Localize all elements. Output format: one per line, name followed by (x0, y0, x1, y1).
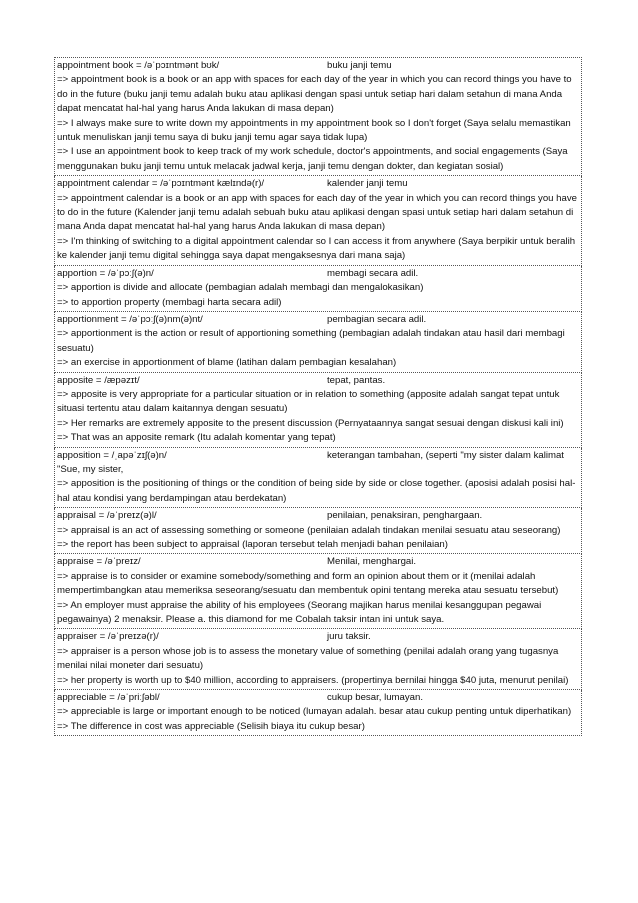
entry-translation: keterangan tambahan, (seperti "my sister dalam kalimat (327, 449, 564, 461)
entry-header (57, 555, 579, 569)
entry-term: apposition = /ˌapəˈzɪʃ(ə)n/ (57, 449, 167, 461)
entry-translation: membagi secara adil. (327, 267, 419, 279)
entry-term: appraise = /əˈpreɪz/ (57, 556, 141, 568)
entry-body (57, 570, 579, 628)
vocabulary-entry (54, 690, 582, 736)
entry-translation: kalender janji temu (327, 178, 408, 190)
entry-line: => the report has been subject to appraisal (laporan tersebut telah menjadi bahan penilaian) (57, 539, 448, 550)
vocabulary-entry (54, 448, 582, 509)
vocabulary-entry (54, 312, 582, 373)
vocabulary-list (54, 57, 582, 736)
entry-line: => her property is worth up to $40 million, according to appraisers. (propertinya bernilai hingga $40 juta, menurut penilai) (57, 674, 569, 686)
entry-line: => I use an appointment book to keep track of my work schedule, doctor's appointments, and social engagements (Saya menggunakan buku janji temu untuk melacak jadwal kerja, janji temu dengan dokter, dan kegiatan sosial) (57, 146, 568, 172)
entry-term: appreciable = /əˈpriːʃəbl/ (57, 692, 160, 704)
entry-line: => appointment book is a book or an app with spaces for each day of the year in which you can record things you have to do in the future (buku janji temu adalah buku atau aplikasi dengan spasi untuk setiap hari dalam setahun di mana Anda dapat mencatat hal-hal yang harus Anda lakukan di masa depan) (57, 74, 572, 115)
vocabulary-entry (54, 176, 582, 265)
entry-body (57, 524, 579, 553)
entry-line: => appraisal is an act of assessing something or someone (penilaian adalah tindakan menilai sesuatu atau seseorang) (57, 524, 561, 536)
entry-term: apposite = /æpəzɪt/ (57, 374, 140, 386)
entry-line: => apposite is very appropriate for a particular situation or in relation to something (apposite adalah sangat tepat untuk situasi tertentu atau dalam kaitannya dengan sesuatu) (57, 388, 560, 415)
entry-line: => appraise is to consider or examine somebody/something and form an opinion about them or it (menilai adalah mempertimbangkan atau memeriksa seseorang/sesuatu dan membentuk opini tentang mereka atau sesuatu tersebut) (57, 570, 559, 597)
entry-line: => appraiser is a person whose job is to assess the monetary value of something (penilai adalah orang yang tugasnya menilai nilai moneter dari sesuatu) (57, 645, 559, 672)
entry-line: => I always make sure to write down my appointments in my appointment book so I don't forget (Saya selalu memastikan untuk menuliskan janji temu saya di buku janji temu agar saya tidak lupa) (57, 117, 571, 144)
entry-body (57, 645, 579, 688)
entry-line: => I'm thinking of switching to a digital appointment calendar so I can access it from anywhere (Saya berpikir untuk beralih ke kalender janji temu digital sehingga saya dapat mengaksesnya dari mana saja) (57, 235, 576, 262)
entry-body (57, 463, 579, 506)
entry-line: => An employer must appraise the ability of his employees (Seorang majikan harus menilai kesanggupan pegawai pegawainya) 2 menaksir. Please a. this diamond for me Cobalah taksir intan ini untuk saya. (57, 599, 542, 626)
vocabulary-entry (54, 373, 582, 448)
entry-translation: juru taksir. (327, 631, 371, 643)
entry-translation: cukup besar, lumayan. (327, 692, 423, 704)
entry-translation: penilaian, penaksiran, penghargaan. (327, 510, 483, 522)
entry-translation: Menilai, menghargai. (327, 556, 417, 568)
entry-term: appraisal = /əˈpreɪz(ə)l/ (57, 510, 157, 522)
entry-line: "Sue, my sister, (57, 463, 124, 475)
entry-body (57, 281, 579, 310)
entry-line: => apportionment is the action or result of apportioning something (pembagian adalah tindakan atau hasil dari membagi sesuatu) (57, 328, 565, 354)
vocabulary-entry (54, 508, 582, 554)
vocabulary-entry (54, 554, 582, 629)
entry-translation: tepat, pantas. (327, 374, 386, 386)
entry-header (57, 313, 579, 327)
entry-term: appointment book = /əˈpɔɪntmənt bʊk/ (57, 60, 220, 71)
entry-term: apportionment = /əˈpɔːʃ(ə)nm(ə)nt/ (57, 313, 203, 325)
entry-line: => to apportion property (membagi harta secara adil) (57, 296, 282, 308)
entry-line: => appreciable is large or important enough to be noticed (lumayan adalah. besar atau cukup penting untuk diperhatikan) (57, 706, 572, 718)
entry-header (57, 267, 579, 281)
entry-line: => apportion is divide and allocate (pembagian adalah membagi dan mengalokasikan) (57, 282, 424, 294)
vocabulary-entry (54, 57, 582, 176)
entry-translation: buku janji temu (327, 60, 392, 71)
vocabulary-entry (54, 266, 582, 312)
entry-header (57, 374, 579, 388)
entry-body (57, 388, 579, 446)
entry-header (57, 630, 579, 644)
entry-term: appointment calendar = /əˈpɔɪntmənt kælɪndə(r)/ (57, 178, 265, 190)
entry-term: apportion = /əˈpɔːʃ(ə)n/ (57, 267, 154, 279)
entry-line: => appointment calendar is a book or an app with spaces for each day of the year in which you can record things you have to do in the future (Kalender janji temu adalah sebuah buku atau aplikasi dengan spasi untuk setiap hari dalam setahun di mana Anda dapat mencatat hal-hal yang harus Anda lakukan di masa depan) (57, 192, 577, 233)
entry-line: => apposition is the positioning of things or the condition of being side by side or close together. (aposisi adalah posisi hal-hal atau kondisi yang berdampingan atau berdekatan) (57, 478, 576, 504)
entry-line: => Her remarks are extremely apposite to the present discussion (Pernyataannya sangat sesuai dengan diskusi kali ini) (57, 417, 564, 429)
entry-body (57, 327, 579, 370)
entry-term: appraiser = /əˈpreɪzə(r)/ (57, 631, 159, 643)
entry-header (57, 177, 579, 191)
entry-body (57, 73, 579, 174)
vocabulary-entry (54, 629, 582, 690)
entry-body (57, 192, 579, 264)
entry-header (57, 59, 579, 73)
entry-line: => That was an apposite remark (Itu adalah komentar yang tepat) (57, 432, 336, 444)
entry-header (57, 691, 579, 705)
entry-header (57, 509, 579, 523)
entry-translation: pembagian secara adil. (327, 313, 427, 325)
entry-body (57, 705, 579, 734)
entry-line: => an exercise in apportionment of blame (latihan dalam pembagian kesalahan) (57, 357, 397, 369)
entry-line: => The difference in cost was appreciable (Selisih biaya itu cukup besar) (57, 720, 365, 732)
entry-header (57, 449, 579, 463)
